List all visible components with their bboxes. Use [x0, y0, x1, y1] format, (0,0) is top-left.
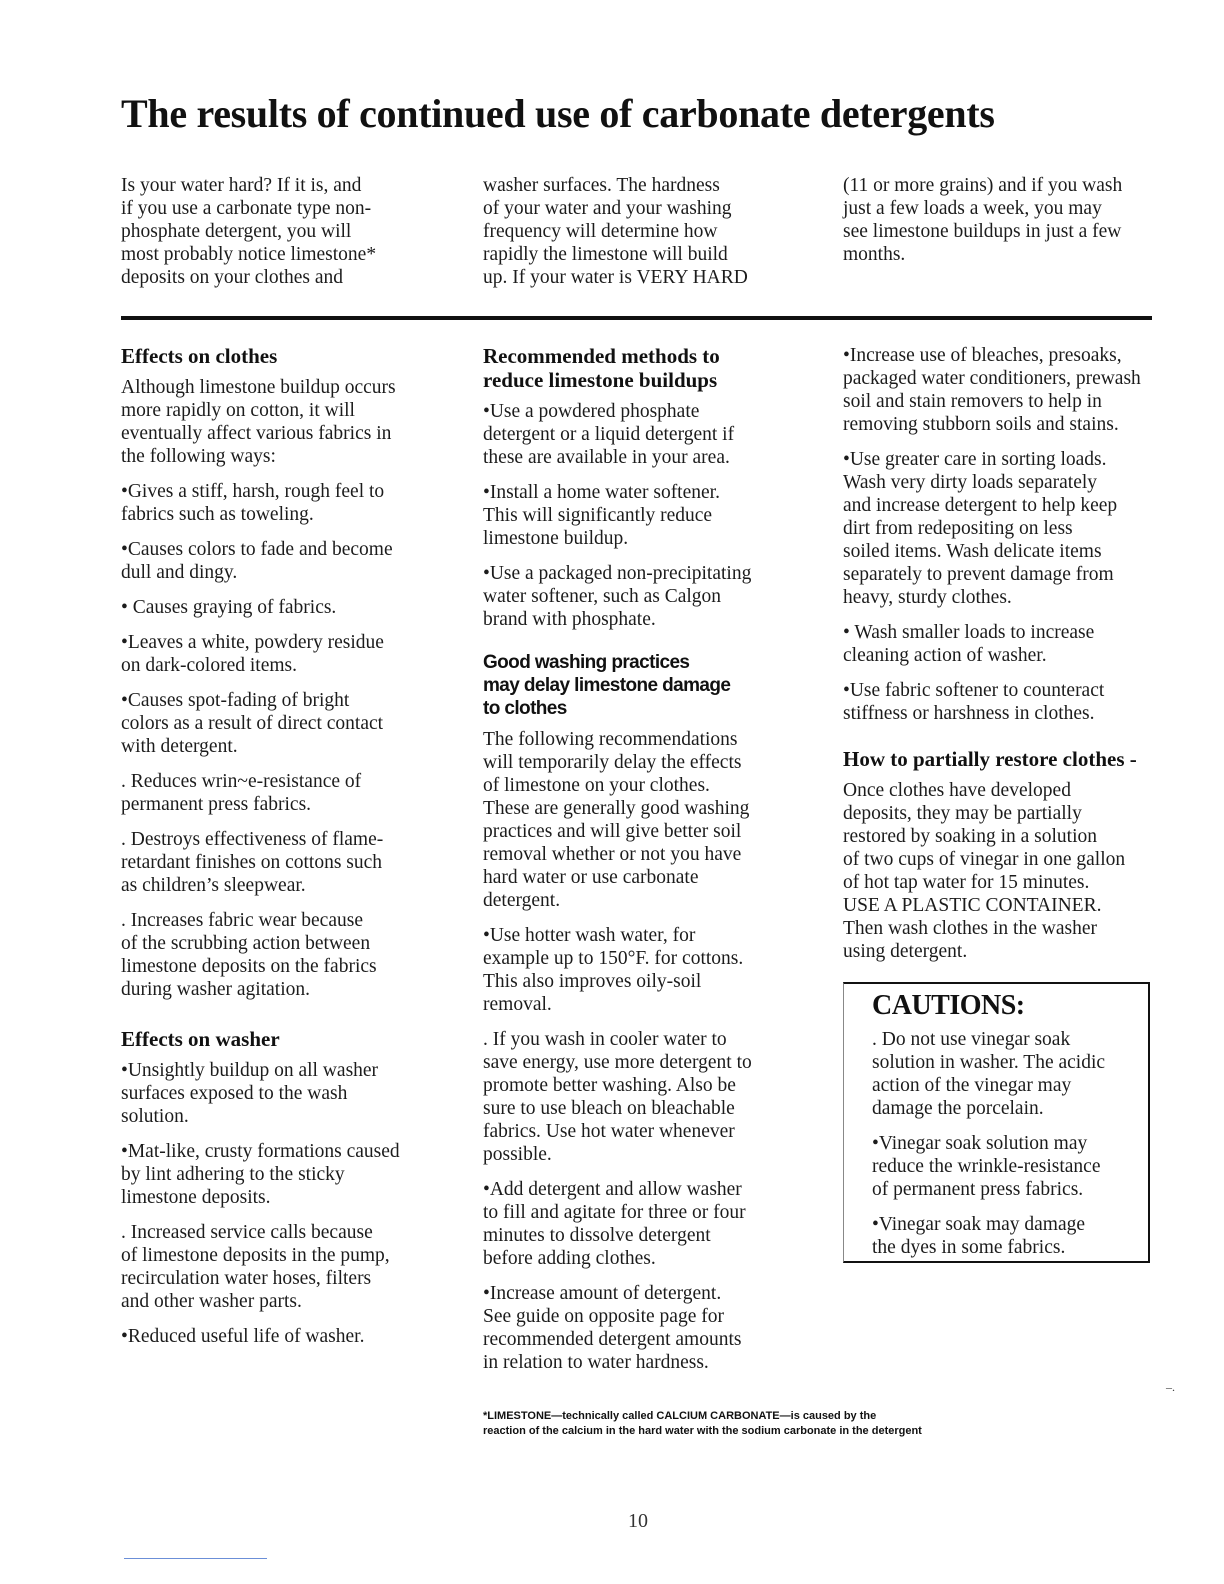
list-item: •Unsightly buildup on all washer surfaces exposed to the wash solution. [121, 1060, 379, 1127]
list-item: •Increase use of bleaches, presoaks, packaged water conditioners, prewash soil and stain removers to help in removing stubborn soils and stains. [843, 345, 1141, 435]
heading-effects-on-washer: Effects on washer [121, 1027, 280, 1051]
column-middle [483, 344, 803, 1386]
list-item: •Causes colors to fade and become dull and dingy. [121, 539, 393, 583]
section-divider [121, 316, 1152, 320]
list-item: • Causes graying of fabrics. [121, 597, 337, 618]
list-item: . Destroys effectiveness of flame- retardant finishes on cottons such as children’s sleepwear. [121, 829, 384, 896]
list-item: •Use a packaged non-precipitating water softener, such as Calgon brand with phosphate. [483, 563, 752, 630]
list-item: •Add detergent and allow washer to fill and agitate for three or four minutes to dissolve detergent before adding clothes. [483, 1179, 746, 1269]
intro-paragraph-1: Is your water hard? If it is, and if you use a carbonate type non- phosphate detergent, you will most probably notice limestone* deposits on your clothes and [121, 175, 377, 288]
caution-item: . Do not use vinegar soak solution in washer. The acidic action of the vinegar may damage the porcelain. [872, 1029, 1106, 1119]
intro-paragraph-2: washer surfaces. The hardness of your water and your washing frequency will determine how rapidly the limestone will build up. If your water is VERY HARD [483, 175, 748, 288]
practices-intro: The following recommendations will temporarily delay the effects of limestone on your clothes. These are generally good washing practices and will give better soil removal whether or not you have hard water or use carbonate detergent. [483, 729, 750, 911]
list-item: . Increased service calls because of limestone deposits in the pump, recirculation water hoses, filters and other washer parts. [121, 1222, 390, 1312]
margin-mark: –. [1166, 1380, 1175, 1394]
page-number: 10 [628, 1510, 648, 1532]
list-item: •Increase amount of detergent. See guide on opposite page for recommended detergent amounts in relation to water hardness. [483, 1283, 742, 1373]
list-item: •Use fabric softener to counteract stiffness or harshness in clothes. [843, 680, 1105, 724]
list-item: . Increases fabric wear because of the scrubbing action between limestone deposits on the fabrics during washer agitation. [121, 910, 377, 1000]
list-item: •Causes spot-fading of bright colors as a result of direct contact with detergent. [121, 690, 384, 757]
list-item: • Wash smaller loads to increase cleaning action of washer. [843, 622, 1095, 666]
heading-good-washing-practices: Good washing practices may delay limestone damage to clothes [483, 652, 731, 719]
list-item: . If you wash in cooler water to save energy, use more detergent to promote better washing. Also be sure to use bleach on bleachable fabrics. Use hot water whenever possible. [483, 1029, 752, 1165]
cautions-heading: CAUTIONS: [872, 990, 1025, 1021]
restore-text: Once clothes have developed deposits, they may be partially restored by soaking in a solution of two cups of vinegar in one gallon of hot tap water for 15 minutes. USE A PLASTIC CONTAINER. Then wash clothes in the washer using detergent. [843, 780, 1126, 962]
list-item: . Reduces wrin~e-resistance of permanent press fabrics. [121, 771, 362, 815]
effects-clothes-intro: Although limestone buildup occurs more rapidly on cotton, it will eventually affect various fabrics in the following ways: [121, 377, 396, 467]
list-item: •Reduced useful life of washer. [121, 1326, 365, 1347]
footnote: *LIMESTONE—technically called CALCIUM CARBONATE—is caused by the reaction of the calcium in the hard water with the sodium carbonate in the detergent [483, 1410, 922, 1437]
caution-item: •Vinegar soak solution may reduce the wrinkle-resistance of permanent press fabrics. [872, 1133, 1101, 1200]
column-left [121, 344, 441, 1360]
page-title: The results of continued use of carbonate detergents [121, 91, 995, 136]
heading-recommended-methods: Recommended methods to reduce limestone buildups [483, 344, 720, 392]
heading-restore-clothes: How to partially restore clothes - [843, 747, 1137, 771]
list-item: •Use a powdered phosphate detergent or a liquid detergent if these are available in your area. [483, 401, 735, 468]
intro-paragraph-3: (11 or more grains) and if you wash just a few loads a week, you may see limestone buildups in just a few months. [843, 175, 1123, 265]
list-item: •Gives a stiff, harsh, rough feel to fabrics such as toweling. [121, 481, 385, 525]
list-item: •Use greater care in sorting loads. Wash very dirty loads separately and increase detergent to help keep dirt from redepositing on less soiled items. Wash delicate items separately to prevent damage from heavy, sturdy clothes. [843, 449, 1118, 608]
list-item: •Leaves a white, powdery residue on dark-colored items. [121, 632, 384, 676]
list-item: •Use hotter wash water, for example up to 150°F. for cottons. This also improves oily-soil removal. [483, 925, 744, 1015]
list-item: •Install a home water softener. This will significantly reduce limestone buildup. [483, 482, 720, 549]
cautions-box [843, 982, 1150, 1263]
heading-effects-on-clothes: Effects on clothes [121, 344, 278, 368]
bottom-link-underline [124, 1558, 267, 1559]
list-item: •Mat-like, crusty formations caused by lint adhering to the sticky limestone deposits. [121, 1141, 400, 1208]
caution-item: •Vinegar soak may damage the dyes in some fabrics. [872, 1214, 1086, 1258]
column-right [843, 344, 1173, 975]
